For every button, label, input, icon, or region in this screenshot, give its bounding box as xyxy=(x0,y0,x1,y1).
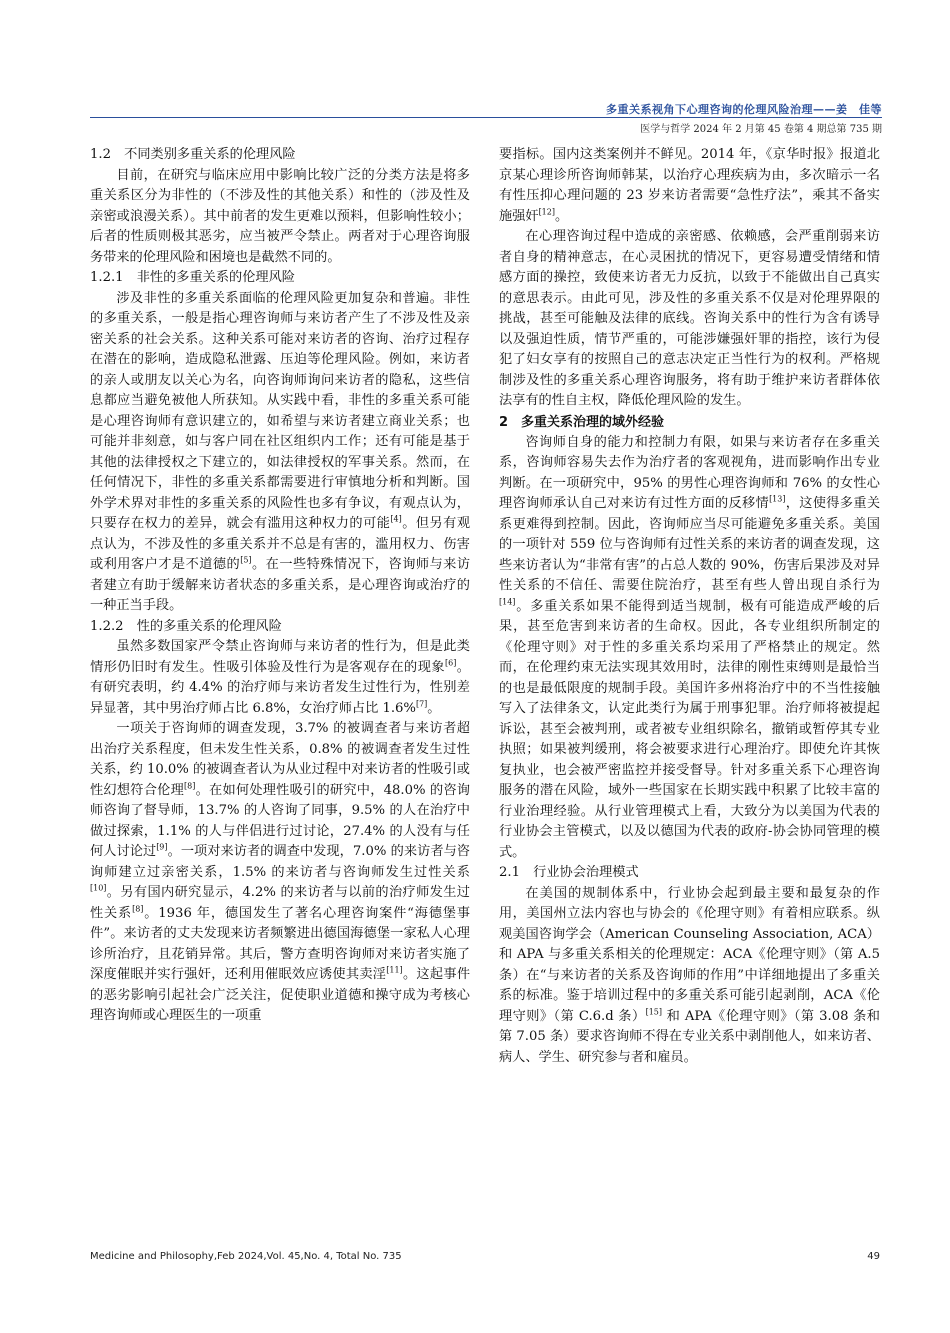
paragraph: 一项关于咨询师的调查发现，3.7% 的被调查者与来访者超出治疗关系程度，但未发生性关系，0.8% 的被调查者发生过性关系，约 10.0% 的被调查者认为从业过程中对来访者的性吸引或性幻想符合伦理[8]。在如何处理性吸引的研究中，48.0% 的咨询师咨询了督导师，13.7% 的人咨询了同事，9.5% 的人在治疗中做过探索，1.1% 的人与伴侣进行过讨论，27.4% 的人没有与任何人讨论过[9]。一项对来访者的调查中发现，7.0% 的来访者与咨询师建立过亲密关系，1.5% 的来访者与咨询师发生过性关系[10]。另有国内研究显示，4.2% 的来访者与以前的治疗师发生过性关系[8]。1936 年，德国发生了著名心理咨询案件“海德堡事件”。来访者的丈夫发现来访者频繁进出德国海德堡一家私人心理诊所治疗，且花销异常。其后，警方查明咨询师对来访者实施了深度催眠并实行强奸，还利用催眠效应诱使其卖淫[11]。这起事件的恶劣影响引起社会广泛关注，促使职业道德和操守成为考核心理咨询师或心理医生的一项重 xyxy=(90,721,471,1023)
section-heading-1-2-1: 1.2.1 非性的多重关系的伦理风险 xyxy=(90,270,295,285)
section-heading-1-2: 1.2 不同类别多重关系的伦理风险 xyxy=(90,147,296,162)
paragraph: 在美国的规制体系中，行业协会起到最主要和最复杂的作用，美国州立法内容也与协会的《伦理守则》有着相应联系。纵观美国咨询学会（American Counseling Association, ACA）和 APA 与多重关系相关的伦理规定：ACA《伦理守则》（第 A.5 条）在“与来访者的关系及咨询师的作用”中详细地提出了多重关系的标准。鉴于培训过程中的多重关系可能引起剥削，ACA《伦理守则》（第 C.6.d 条）[15] 和 APA《伦理守则》（第 3.08 条和第 7.05 条）要求咨询师不得在专业关系中剥削他人，如来访者、病人、学生、研究参与者和雇员。 xyxy=(499,885,880,1065)
citation[interactable]: [5] xyxy=(240,555,252,565)
running-header-issue: 医学与哲学 2024 年 2 月第 45 卷第 4 期总第 735 期 xyxy=(640,124,882,135)
paragraph: 目前，在研究与临床应用中影响比较广泛的分类方法是将多重关系区分为非性的（不涉及性的其他关系）和性的（涉及性及亲密或浪漫关系）。其中前者的发生更难以预料，但影响性较小；后者的性质则极其恶劣，应当被严令禁止。两者对于心理咨询服务带来的伦理风险和困境也是截然不同的。 xyxy=(90,167,470,265)
section-heading-2-1: 2.1 行业协会治理模式 xyxy=(499,865,639,880)
citation[interactable]: [11] xyxy=(386,965,403,975)
citation[interactable]: [7] xyxy=(415,699,428,709)
citation[interactable]: [4] xyxy=(390,514,402,524)
paragraph: 在心理咨询过程中造成的亲密感、依赖感，会严重削弱来访者自身的精神意志，在心灵困扰的情况下，更容易遭受情绪和情感方面的操控，致使来访者无力反抗，以致于不能做出自己真实的意思表示。由此可见，涉及性的多重关系不仅是对伦理界限的挑战，甚至可能触及法律的底线。咨询关系中的性行为含有诱导以及强迫性质，情节严重的，可能涉嫌强奸罪的指控，该行为侵犯了妇女享有的按照自己的意志决定正当性行为的权利。严格规制涉及性的多重关系心理咨询服务，将有助于维护来访者群体依法享有的性自主权，降低伦理风险的发生。 xyxy=(499,229,880,408)
paragraph: 涉及非性的多重关系面临的伦理风险更加复杂和普遍。非性的多重关系，一般是指心理咨询师与来访者产生了不涉及性及亲密关系的社会关系。这种关系可能对来访者的咨询、治疗过程存在潜在的影响，造成隐私泄露、压迫等伦理风险。例如，来访者的亲人或朋友以关心为名，向咨询师询问来访者的隐私，这些信息都应当避免被他人所获知。从实践中看，非性的多重关系可能是心理咨询师有意识建立的，如希望与来访者建立商业关系；也可能并非刻意，如与客户同在社区组织内工作；还有可能是基于其他的法律授权之下建立的，如法律授权的军事关系。然而，在任何情况下，非性的多重关系都需要进行审慎地分析和判断。国外学术界对非性的多重关系的风险性也多有争议，有观点认为，只要存在权力的差异，就会有滥用这种权力的可能[4]。但另有观点认为，不涉及性的多重关系并不总是有害的，滥用权力、伤害或利用客户才是不道德的[5]。在一些特殊情况下，咨询师与来访者建立有助于缓解来访者状态的多重关系，是心理咨询或治疗的一种正当手段。 xyxy=(90,290,471,613)
left-column xyxy=(90,145,470,1027)
citation[interactable]: [12] xyxy=(538,207,555,217)
citation[interactable]: [9] xyxy=(156,842,168,852)
header-divider xyxy=(90,117,882,118)
footer-journal-info: Medicine and Philosophy,Feb 2024,Vol. 45,No. 4, Total No. 735 xyxy=(90,1251,402,1262)
section-heading-2: 2 多重关系治理的域外经验 xyxy=(499,414,665,430)
citation[interactable]: [13] xyxy=(769,494,786,504)
page-number: 49 xyxy=(867,1251,880,1262)
citation[interactable]: [14] xyxy=(499,597,516,607)
citation[interactable]: [10] xyxy=(90,883,107,893)
citation[interactable]: [8] xyxy=(132,904,144,914)
right-column xyxy=(499,145,880,1068)
paragraph: 要指标。国内这类案例并不鲜见。2014 年，《京华时报》报道北京某心理诊所咨询师韩某，以治疗心理疾病为由，多次暗示一名有性压抑心理问题的 23 岁来访者需要“急性疗法”，乘其不备实施强奸[12]。 xyxy=(499,147,880,224)
paragraph: 咨询师自身的能力和控制力有限，如果与来访者存在多重关系，咨询师容易失去作为治疗者的客观视角，进而影响作出专业判断。在一项研究中，95% 的男性心理咨询师和 76% 的女性心理咨询师承认自己对来访有过性方面的反移情[13]，这使得多重关系更难得到控制。因此，咨询师应当尽可能避免多重关系。美国的一项针对 559 位与咨询师有过性关系的来访者的调查发现，这些来访者认为“非常有害”的占总人数的 90%，伤害后果涉及对异性关系的不信任、需要住院治疗，甚至有些人曾出现自杀行为[14]。多重关系如果不能得到适当规制，极有可能造成严峻的后果，甚至危害到来访者的生命权。因此，各专业组织所制定的《伦理守则》对于性的多重关系均采用了严格禁止的规定。然而，在伦理约束无法实现其效用时，法律的刚性束缚则是最恰当的也是最低限度的规制手段。美国许多州将治疗中的不当性接触写入了法律条文，认定此类行为属于刑事犯罪。治疗师将被提起诉讼，甚至会被判刑，或者被专业组织除名，撤销或暂停其专业执照；如果被判缓刑，将会被要求进行心理治疗。即使允许其恢复执业，也会被严密监控并接受督导。针对多重关系下心理咨询服务的潜在风险，域外一些国家在长期实践中积累了比较丰富的行业治理经验。从行业管理模式上看，大致分为以美国为代表的行业协会主管模式，以及以德国为代表的政府-协会协同管理的模式。 xyxy=(499,434,881,860)
citation[interactable]: [15] xyxy=(645,1007,662,1017)
citation[interactable]: [8] xyxy=(184,781,196,791)
citation[interactable]: [6] xyxy=(445,658,457,668)
section-heading-1-2-2: 1.2.2 性的多重关系的伦理风险 xyxy=(90,618,282,634)
paragraph: 虽然多数国家严令禁止咨询师与来访者的性行为，但是此类情形仍旧时有发生。性吸引体验及性行为是客观存在的现象[6]。有研究表明，约 4.4% 的治疗师与来访者发生过性行为，性别差异显著，其中男治疗师占比 6.8%，女治疗师占比 1.6%[7]。 xyxy=(90,639,470,716)
running-header-title: 多重关系视角下心理咨询的伦理风险治理——姜 佳等 xyxy=(606,103,882,116)
